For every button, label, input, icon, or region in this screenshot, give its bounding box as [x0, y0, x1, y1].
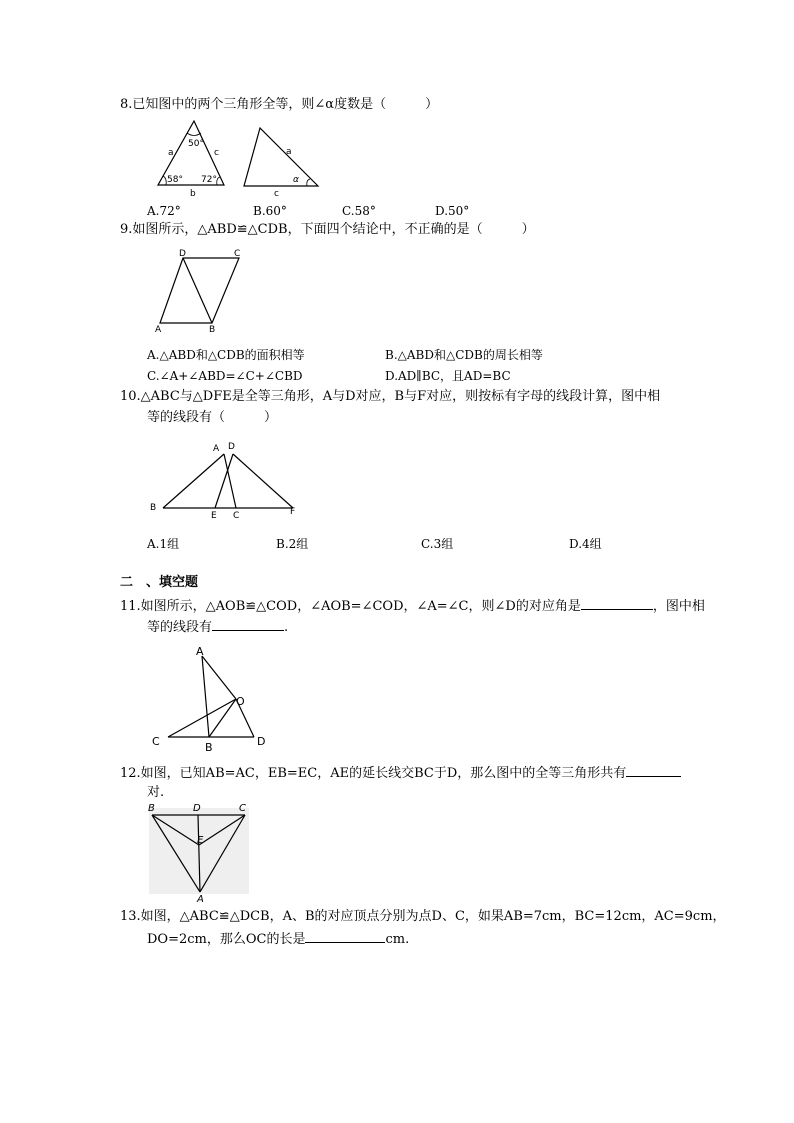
q12-stem-part1: 12.如图，已知AB=AC，EB=EC，AE的延长线交BC于D，那么图中的全等三角形共有	[120, 766, 627, 781]
q10-stem-line1: 10.△ABC与△DFE是全等三角形，A与D对应，B与F对应，则按标有字母的线段计算，图中相	[120, 389, 661, 404]
q9-label-c: C	[234, 249, 241, 259]
q8-option-c[interactable]: C.58°	[342, 204, 376, 218]
q8-fig2-alpha: α	[293, 175, 299, 185]
q10-stem-line2: 等的线段有（ ）	[147, 410, 278, 425]
q10-option-a[interactable]: A.1组	[147, 537, 180, 551]
q13-stem-line1: 13.如图，△ABC≌△DCB，A、B的对应顶点分别为点D、C，如果AB=7cm，BC=12cm，AC=9cm，	[120, 909, 726, 924]
section-fill-in-title: 二 、填空题	[120, 575, 199, 590]
q11-label-b: B	[205, 741, 213, 754]
q9-stem: 9.如图所示，△ABD≌△CDB，下面四个结论中，不正确的是（ ）	[120, 222, 535, 237]
q8-fig1-right-angle: 72°	[201, 175, 217, 185]
q9-option-a[interactable]: A.△ABD和△CDB的面积相等	[147, 348, 305, 362]
q9-option-d[interactable]: D.AD∥BC，且AD=BC	[385, 369, 511, 383]
q12-figure	[147, 800, 252, 905]
q8-option-b[interactable]: B.60°	[253, 204, 287, 218]
q12-stem-line2: 对.	[147, 785, 165, 800]
q9-figure	[152, 247, 252, 335]
q11-label-o: O	[236, 695, 245, 708]
q8-fig1-label-c: c	[214, 148, 219, 158]
q11-stem-line2	[147, 618, 288, 636]
q11-stem-part4: .	[284, 620, 289, 635]
q10-option-c[interactable]: C.3组	[421, 537, 454, 551]
q8-fig2-label-c: c	[274, 189, 279, 199]
q11-stem-part3: 等的线段有	[147, 620, 213, 635]
q12-label-c: C	[239, 803, 246, 814]
q8-stem: 8.已知图中的两个三角形全等，则∠α度数是（ ）	[120, 97, 439, 112]
q10-label-b: B	[150, 503, 157, 513]
q10-option-b[interactable]: B.2组	[276, 537, 309, 551]
q8-figure-2	[240, 118, 320, 199]
q8-fig1-label-a: a	[168, 148, 174, 158]
q11-answer-blank-2[interactable]	[212, 618, 284, 631]
q11-figure	[150, 645, 275, 755]
q12-label-a: A	[197, 894, 204, 905]
q13-stem-part2: cm.	[385, 932, 410, 947]
q10-label-f: F	[290, 507, 296, 517]
q12-label-b: B	[148, 803, 155, 814]
q8-fig1-left-angle: 58°	[167, 175, 183, 185]
q10-label-c: C	[233, 511, 240, 521]
q8-fig2-label-a: a	[286, 147, 292, 157]
q11-stem-part2: ，图中相	[652, 599, 705, 614]
q11-stem-line1	[120, 597, 705, 615]
q10-label-a: A	[213, 444, 220, 454]
q10-figure	[145, 440, 305, 522]
q12-label-d: D	[193, 803, 201, 814]
q13-stem-line2	[147, 930, 409, 948]
q9-option-c[interactable]: C.∠A+∠ABD=∠C+∠CBD	[147, 369, 303, 383]
q11-label-a: A	[196, 645, 204, 658]
q9-label-a: A	[155, 325, 162, 335]
q12-label-e: E	[197, 835, 204, 846]
q11-label-c: C	[152, 735, 160, 748]
q8-figure-1	[152, 118, 232, 199]
q12-answer-blank[interactable]	[626, 764, 681, 777]
q10-option-d[interactable]: D.4组	[569, 537, 602, 551]
q11-label-d: D	[257, 735, 266, 748]
q9-option-b[interactable]: B.△ABD和△CDB的周长相等	[385, 348, 543, 362]
q9-label-b: B	[209, 325, 216, 335]
q8-option-d[interactable]: D.50°	[435, 204, 470, 218]
q13-answer-blank[interactable]	[305, 930, 385, 943]
q9-label-d: D	[179, 249, 186, 259]
q8-fig1-top-angle: 50°	[188, 139, 204, 149]
q13-stem-part1: DO=2cm，那么OC的长是	[147, 932, 306, 947]
q8-option-a[interactable]: A.72°	[147, 204, 181, 218]
q11-answer-blank-1[interactable]	[581, 597, 653, 610]
q10-label-e: E	[211, 511, 217, 521]
q10-label-d: D	[228, 442, 235, 452]
q11-stem-part1: 11.如图所示，△AOB≌△COD，∠AOB=∠COD，∠A=∠C，则∠D的对应角是	[120, 599, 581, 614]
q12-stem-line1	[120, 764, 681, 782]
q8-fig1-label-b: b	[190, 189, 196, 199]
